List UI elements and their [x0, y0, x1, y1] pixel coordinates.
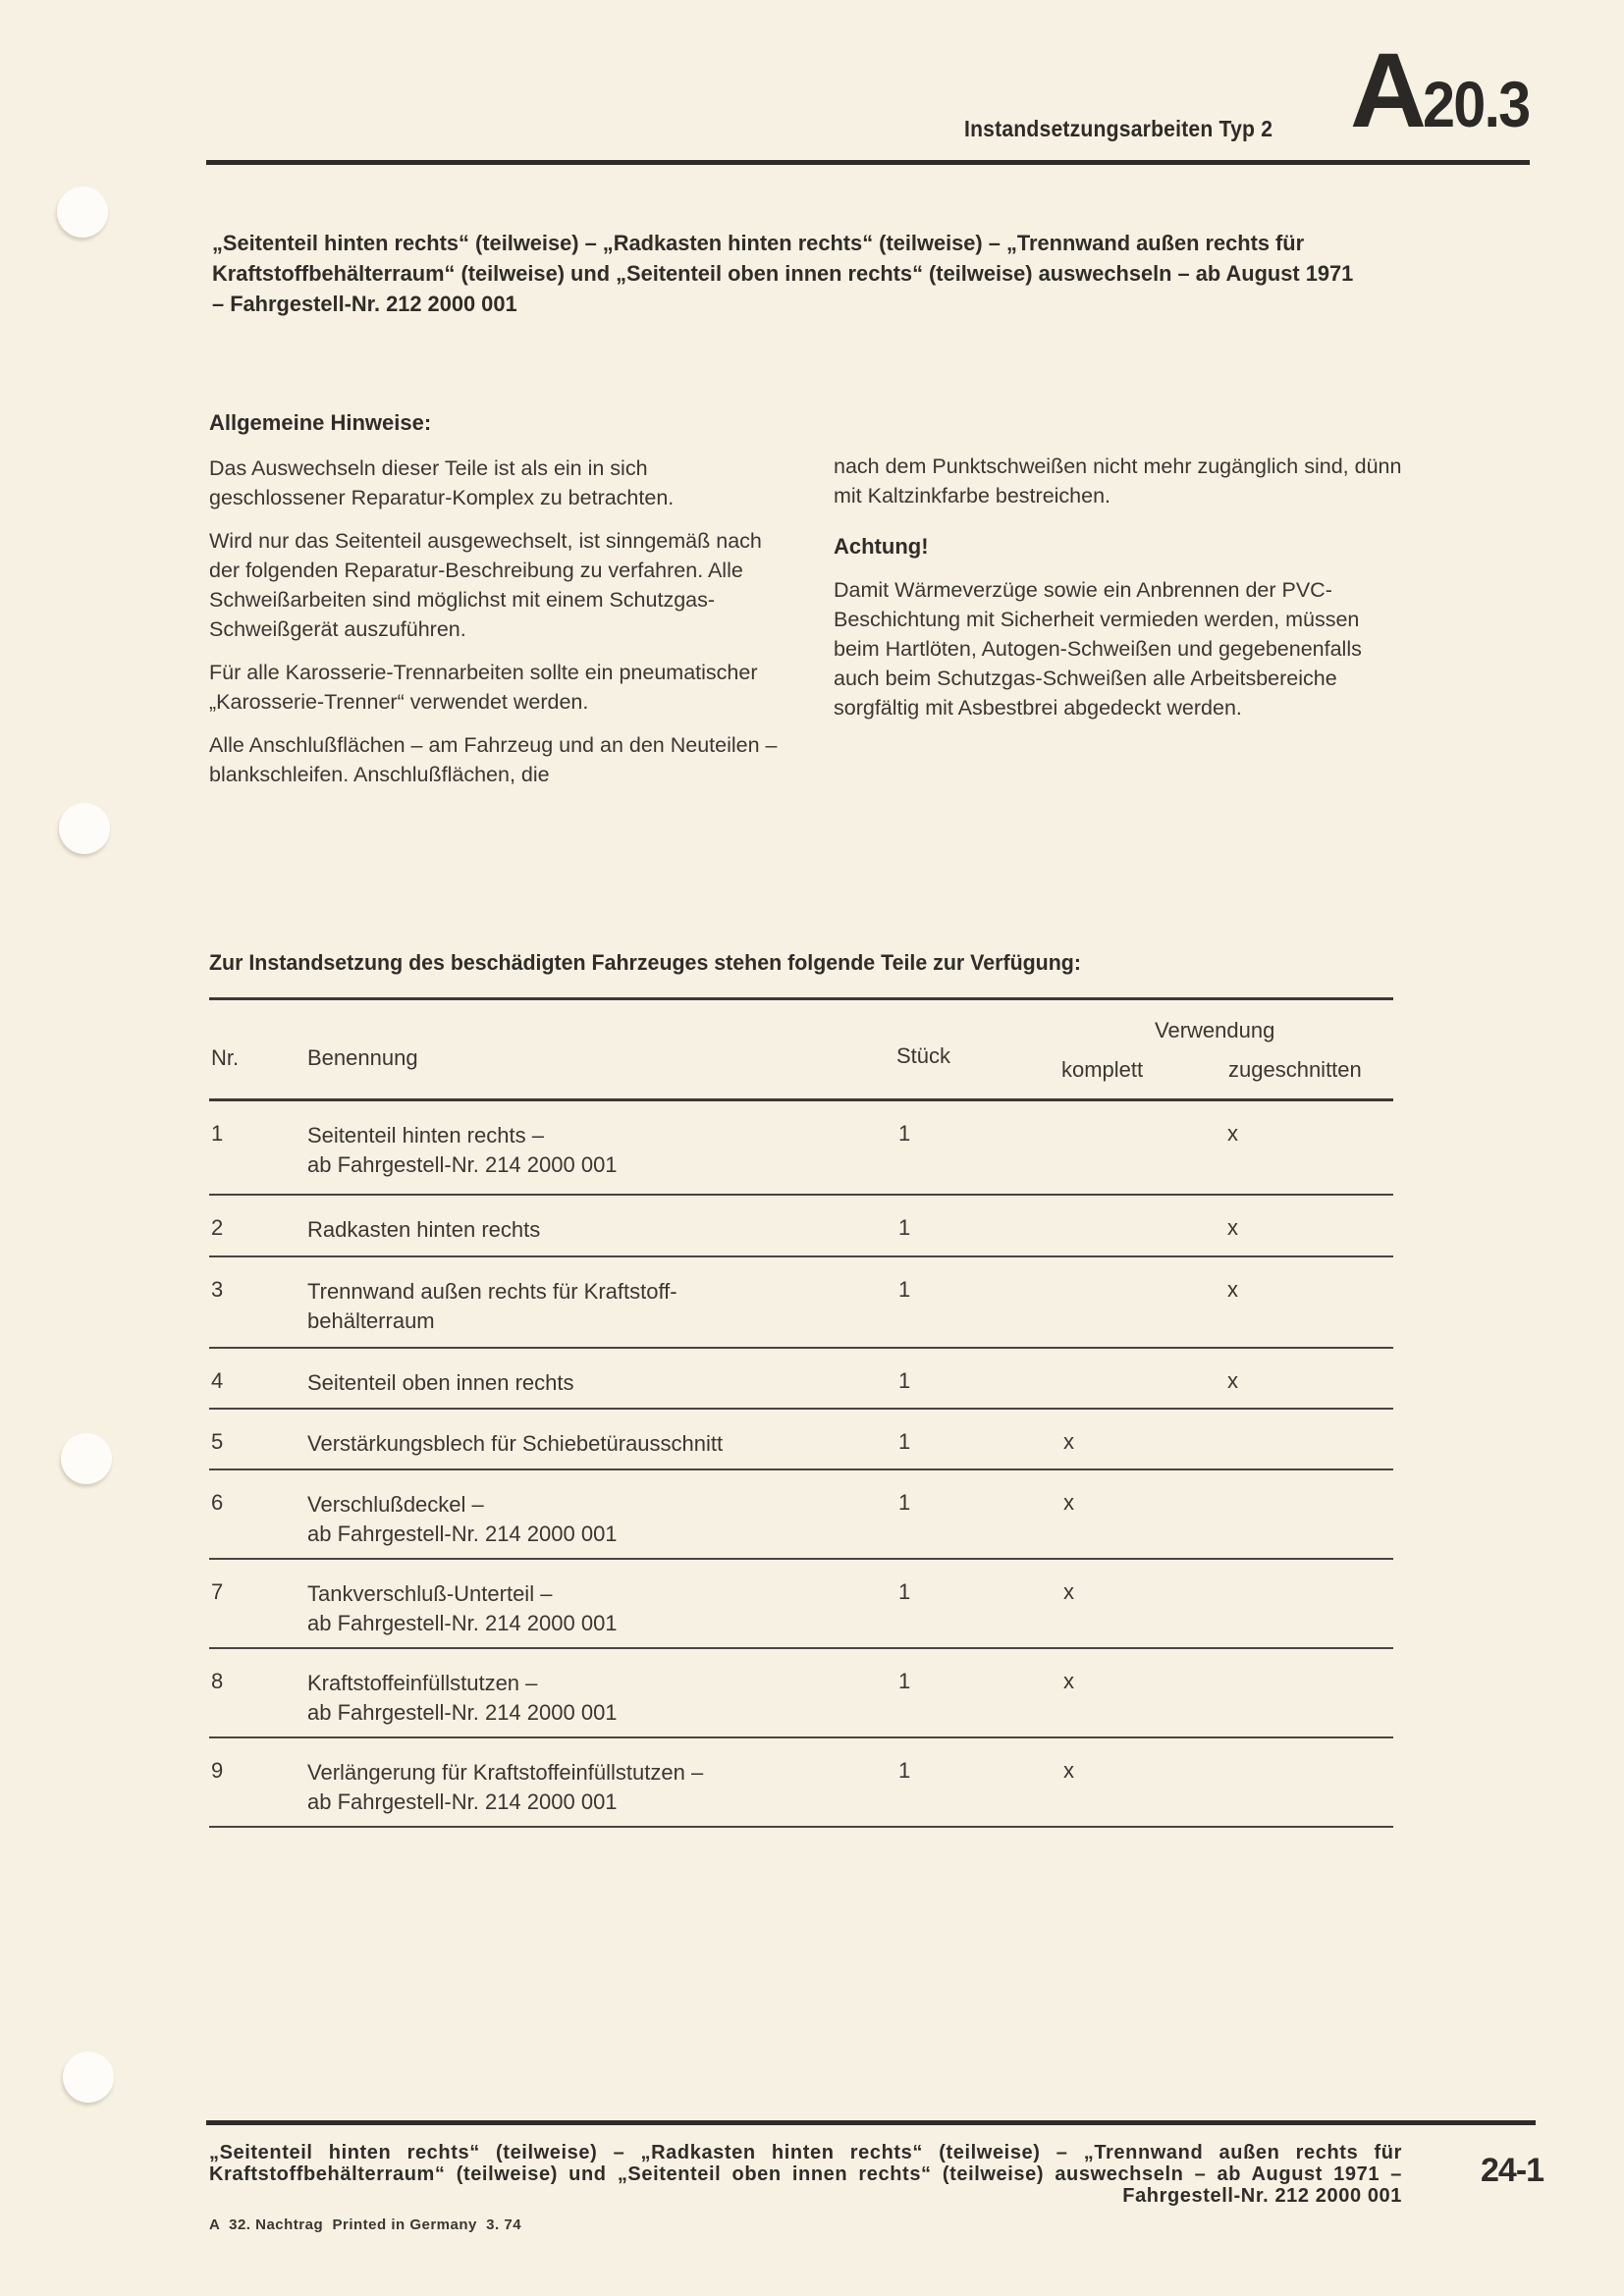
section-code-number: 20.3: [1423, 68, 1530, 140]
table-row: 3 Trennwand außen rechts für Kraftstoff- behälterraum 1 x: [209, 1257, 1393, 1349]
note-paragraph: Das Auswechseln dieser Teile ist als ein in sich geschlossener Reparatur-Komplex zu betrachten.: [209, 456, 675, 509]
section-subtitle: Instandsetzungsarbeiten Typ 2: [964, 116, 1273, 141]
table-row: 5 Verstärkungsblech für Schiebetürausschnitt 1 x: [209, 1410, 1393, 1470]
table-row: 1 Seitenteil hinten rechts – ab Fahrgestell-Nr. 214 2000 001 1 x: [209, 1101, 1393, 1196]
punch-hole: [57, 187, 108, 238]
note-paragraph: Wird nur das Seitenteil ausgewechselt, ist sinngemäß nach der folgenden Reparatur-Beschreibung zu verfahren. Alle Schweißarbeiten sind möglichst mit einem Schutzgas-Schweißgerät auszuführen.: [209, 529, 762, 641]
table-row: 7 Tankverschluß-Unterteil – ab Fahrgestell-Nr. 214 2000 001 1 x: [209, 1560, 1393, 1649]
table-row: 2 Radkasten hinten rechts 1 x: [209, 1196, 1393, 1257]
parts-heading: Zur Instandsetzung des beschädigten Fahrzeuges stehen folgende Teile zur Verfügung:: [209, 950, 1081, 975]
footer-rule: [206, 2120, 1536, 2125]
column-header-nr: Nr.: [211, 1045, 240, 1070]
column-header-name: Benennung: [307, 1045, 418, 1070]
general-notes-column-left: [209, 408, 788, 803]
warning-text: Damit Wärmeverzüge sowie ein Anbrennen der PVC-Beschichtung mit Sicherheit vermieden werden, müssen beim Hartlöten, Autogen-Schweißen und gegebenenfalls auch beim Schutzgas-Schweißen alle Arbeitsbereiche sorgfältig mit Asbestbrei abgedeckt werden.: [834, 578, 1362, 720]
general-notes-heading: Allgemeine Hinweise:: [209, 410, 432, 435]
section-code: [1350, 30, 1541, 149]
table-row: 4 Seitenteil oben innen rechts 1 x: [209, 1349, 1393, 1410]
column-header-cut: zugeschnitten: [1228, 1057, 1362, 1082]
table-header: [209, 1000, 1393, 1098]
note-paragraph: Alle Anschlußflächen – am Fahrzeug und an den Neuteilen – blankschleifen. Anschlußflächen, die: [209, 733, 778, 786]
punch-hole: [63, 2052, 114, 2103]
note-paragraph: Für alle Karosserie-Trennarbeiten sollte ein pneumatischer „Karosserie-Trenner“ verwendet werden.: [209, 661, 758, 714]
note-paragraph-continued: nach dem Punktschweißen nicht mehr zugänglich sind, dünn mit Kaltzinkfarbe bestreichen.: [834, 454, 1402, 507]
punch-hole: [61, 1433, 112, 1484]
footer-title: „Seitenteil hinten rechts“ (teilweise) – „Radkasten hinten rechts“ (teilweise) – „Trennwand außen rechts für Kraftstoffbehälterraum“ (teilweise) und „Seitenteil oben innen rechts“ (teilweise) auswechseln – ab August 1971 – Fahrgestell-Nr. 212 2000 001: [209, 2142, 1402, 2207]
table-row: 8 Kraftstoffeinfüllstutzen – ab Fahrgestell-Nr. 214 2000 001 1 x: [209, 1649, 1393, 1738]
column-header-usage: Verwendung: [1155, 1018, 1275, 1042]
parts-table: [209, 997, 1393, 1828]
punch-hole: [59, 803, 110, 854]
header-rule: [206, 160, 1530, 165]
table-row: 6 Verschlußdeckel – ab Fahrgestell-Nr. 214 2000 001 1 x: [209, 1470, 1393, 1560]
general-notes-column-right: [834, 452, 1403, 736]
imprint: A 32. Nachtrag Printed in Germany 3. 74: [209, 2216, 522, 2233]
table-row: 9 Verlängerung für Kraftstoffeinfüllstutzen – ab Fahrgestell-Nr. 214 2000 001 1 x: [209, 1738, 1393, 1828]
column-header-qty: Stück: [896, 1043, 951, 1068]
section-code-letter: A: [1350, 30, 1423, 149]
warning-heading: Achtung!: [834, 534, 929, 559]
page-number: 24-1: [1481, 2152, 1544, 2189]
page-title: „Seitenteil hinten rechts“ (teilweise) – „Radkasten hinten rechts“ (teilweise) – „Trennwand außen rechts für Kraftstoffbehälterraum“ (teilweise) und „Seitenteil oben innen rechts“ (teilweise) auswechseln – ab August 1971 – Fahrgestell-Nr. 212 2000 001: [212, 231, 1354, 316]
column-header-complete: komplett: [1061, 1057, 1144, 1082]
